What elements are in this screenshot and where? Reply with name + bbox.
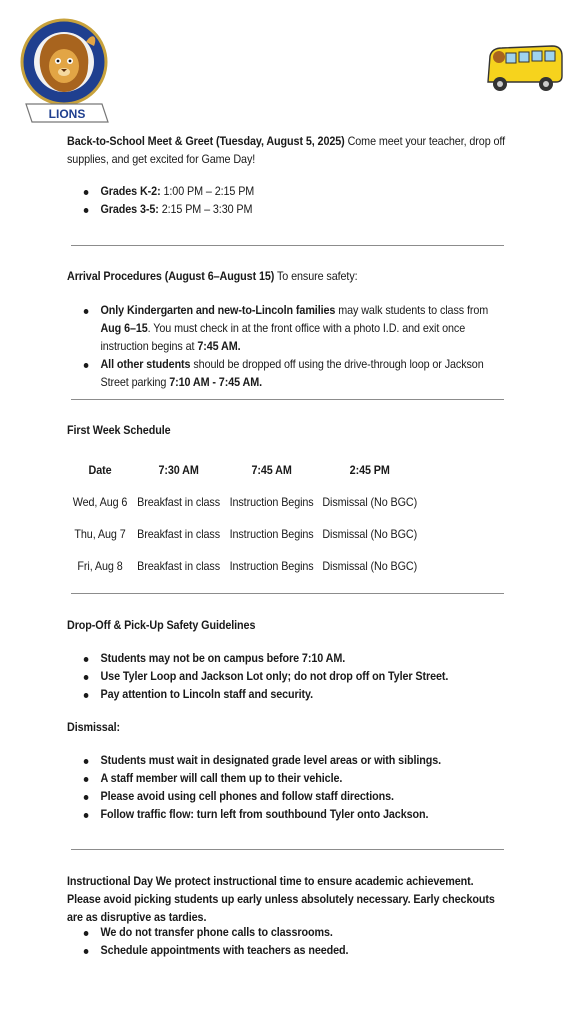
list-item: We do not transfer phone calls to classrooms. xyxy=(67,924,478,942)
grade-time: 2:15 PM – 3:30 PM xyxy=(158,203,253,216)
table-cell: Thu, Aug 7 xyxy=(74,528,126,541)
grade-label: Grades 3-5: xyxy=(100,203,159,216)
list-item: Schedule appointments with teachers as needed. xyxy=(67,942,478,960)
lincoln-lions-logo xyxy=(20,12,112,130)
table-cell: Instruction Begins xyxy=(229,528,314,541)
logo-banner-text: LIONS xyxy=(48,107,86,121)
column-header: 7:45 AM xyxy=(251,464,292,477)
safety-list xyxy=(67,650,478,704)
instructional-text: We protect instructional time to ensure academic achievement. Please avoid picking students up early unless absolutely necessary. Early checkouts are as disruptive as tardies. xyxy=(67,875,495,924)
instructional-list xyxy=(67,924,478,960)
arrival-title: Arrival Procedures (August 6–August 15) xyxy=(67,270,275,283)
arrival-detail: . You must check in at the front office with a photo I.D. and exit once instruction begins at xyxy=(100,322,466,353)
safety-list-wrap xyxy=(67,650,478,704)
arrival-emphasis: Aug 6–15 xyxy=(100,322,148,335)
meet-greet-title: Back-to-School Meet & Greet (Tuesday, August 5, 2025) xyxy=(67,135,345,148)
table-cell: Dismissal (No BGC) xyxy=(322,560,418,573)
table-cell: Breakfast in class xyxy=(137,560,221,573)
list-item: Students must wait in designated grade level areas or with siblings. xyxy=(67,752,478,770)
meet-greet-list-wrap xyxy=(67,183,509,219)
section-divider xyxy=(71,849,504,850)
column-header: 7:30 AM xyxy=(158,464,199,477)
table-cell: Wed, Aug 6 xyxy=(72,496,128,509)
table-cell: Breakfast in class xyxy=(137,528,221,541)
dismissal-title: Dismissal: xyxy=(67,721,121,734)
meet-greet-text: Come meet your teacher, drop off supplies, and get excited for Game Day! xyxy=(67,135,506,166)
table-cell: Breakfast in class xyxy=(137,496,221,509)
table-row xyxy=(67,487,420,519)
section-divider xyxy=(71,593,504,594)
schedule-table xyxy=(67,455,420,583)
meet-greet-list xyxy=(67,183,509,219)
arrival-detail: may walk students to class from xyxy=(335,304,489,317)
list-item: Please avoid using cell phones and follow staff directions. xyxy=(67,788,478,806)
grade-label: Grades K-2: xyxy=(100,185,161,198)
instructional-paragraph xyxy=(67,873,509,927)
arrival-section xyxy=(67,268,509,286)
instructional-title: Instructional Day xyxy=(67,875,153,888)
table-row xyxy=(67,551,420,583)
table-cell: Dismissal (No BGC) xyxy=(322,528,418,541)
column-header: Date xyxy=(88,464,112,477)
grade-time: 1:00 PM – 2:15 PM xyxy=(160,185,255,198)
table-row xyxy=(67,519,420,551)
section-divider xyxy=(71,245,504,246)
safety-title: Drop-Off & Pick-Up Safety Guidelines xyxy=(67,619,256,632)
meet-greet-section xyxy=(67,133,509,169)
school-bus-icon xyxy=(482,42,564,98)
arrival-emphasis: Only Kindergarten and new-to-Lincoln families xyxy=(100,304,336,317)
list-item xyxy=(67,356,509,392)
first-week-title: First Week Schedule xyxy=(67,424,171,437)
section-divider xyxy=(71,399,504,400)
list-item xyxy=(67,183,509,201)
dismissal-heading-wrap xyxy=(67,719,478,737)
arrival-paragraph xyxy=(67,268,509,286)
arrival-text: To ensure safety: xyxy=(274,270,358,283)
list-item: A staff member will call them up to their vehicle. xyxy=(67,770,478,788)
arrival-list xyxy=(67,302,509,392)
table-header-row xyxy=(67,455,420,487)
list-item: Use Tyler Loop and Jackson Lot only; do not drop off on Tyler Street. xyxy=(67,668,478,686)
arrival-emphasis: All other students xyxy=(100,358,191,371)
arrival-emphasis: 7:10 AM - 7:45 AM. xyxy=(169,376,263,389)
arrival-emphasis: 7:45 AM. xyxy=(197,340,241,353)
schedule-table-wrap xyxy=(67,455,458,583)
list-item xyxy=(67,302,509,356)
list-item: Students may not be on campus before 7:10 AM. xyxy=(67,650,478,668)
dismissal-list-wrap xyxy=(67,752,478,824)
list-item: Pay attention to Lincoln staff and security. xyxy=(67,686,478,704)
table-cell: Instruction Begins xyxy=(229,560,314,573)
table-cell: Dismissal (No BGC) xyxy=(322,496,418,509)
list-item: Follow traffic flow: turn left from southbound Tyler onto Jackson. xyxy=(67,806,478,824)
instructional-section xyxy=(67,873,509,927)
dismissal-list xyxy=(67,752,478,824)
first-week-heading-wrap xyxy=(67,422,478,440)
table-cell: Instruction Begins xyxy=(229,496,314,509)
list-item xyxy=(67,201,509,219)
instructional-list-wrap xyxy=(67,924,478,960)
arrival-detail: should be dropped off using the drive-through loop or Jackson Street parking xyxy=(100,358,484,389)
arrival-list-wrap xyxy=(67,302,509,392)
column-header: 2:45 PM xyxy=(349,464,390,477)
meet-greet-paragraph xyxy=(67,133,509,169)
safety-heading-wrap xyxy=(67,617,478,635)
table-cell: Fri, Aug 8 xyxy=(77,560,123,573)
